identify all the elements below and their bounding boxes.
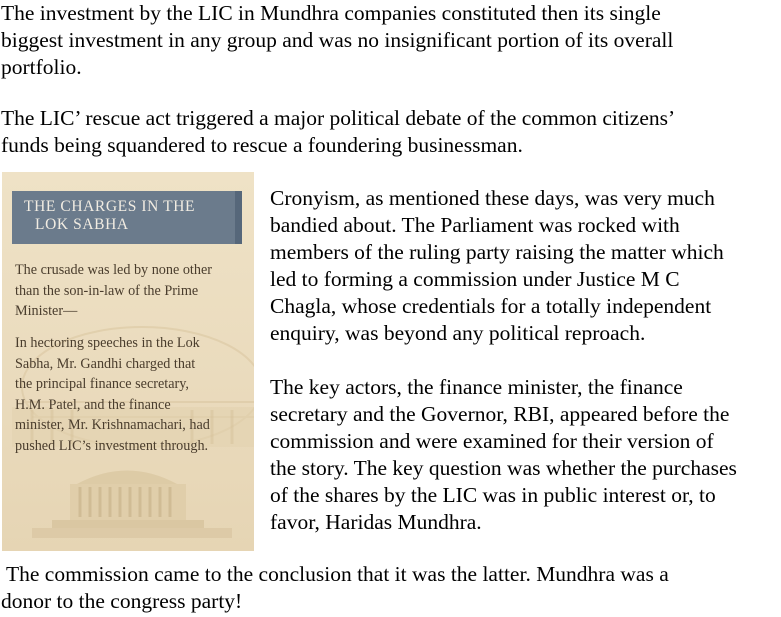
text-line: of the shares by the LIC was in public interest or, to xyxy=(270,483,716,507)
text-line: H.M. Patel, and the finance xyxy=(15,396,171,413)
inset-charges-lok-sabha xyxy=(2,172,254,551)
paragraph-cronyism xyxy=(270,185,724,347)
text-line: favor, Haridas Mundhra. xyxy=(270,510,482,534)
text-line: the story. The key question was whether the purchases xyxy=(270,456,737,480)
text-line: pushed LIC’s investment through. xyxy=(15,437,209,454)
text-line: The LIC’ rescue act triggered a major political debate of the common citizens’ xyxy=(1,106,676,130)
text-line: Minister— xyxy=(15,303,78,319)
text-line: The key actors, the finance minister, the finance xyxy=(270,375,683,399)
text-line: biggest investment in any group and was no insignificant portion of its overall xyxy=(1,28,674,52)
inset-heading-line: THE CHARGES IN THE xyxy=(24,198,196,215)
text-line: minister, Mr. Krishnamachari, had xyxy=(15,417,210,433)
paragraph-rescue-act xyxy=(1,105,675,159)
paragraph-lic-investment xyxy=(1,0,673,81)
text-line: donor to the congress party! xyxy=(1,589,243,613)
text-line: secretary and the Governor, RBI, appeared before the xyxy=(270,402,730,426)
text-line: than the son-in-law of the Prime xyxy=(15,282,199,299)
text-line: members of the ruling party raising the matter which xyxy=(270,240,724,264)
paragraph-key-actors xyxy=(270,374,737,536)
text-line: The crusade was led by none other xyxy=(15,262,212,278)
text-line: bandied about. The Parliament was rocked with xyxy=(270,213,680,237)
inset-header xyxy=(12,191,242,244)
text-line: funds being squandered to rescue a foundering businessman. xyxy=(1,133,523,157)
text-line: commission and were examined for their version of xyxy=(270,429,714,453)
text-line: the principal finance secretary, xyxy=(15,376,189,392)
inset-text-speeches xyxy=(15,333,210,456)
inset-text-crusade xyxy=(15,260,212,322)
text-line: The commission came to the conclusion that it was the latter. Mundhra was a xyxy=(1,562,669,586)
text-line: portfolio. xyxy=(1,55,82,79)
text-line: Chagla, whose credentials for a totally independent xyxy=(270,294,712,318)
text-line: Cronyism, as mentioned these days, was very much xyxy=(270,186,715,210)
text-line: Sabha, Mr. Gandhi charged that xyxy=(15,355,196,372)
text-line: led to forming a commission under Justice M C xyxy=(270,267,680,291)
text-line: enquiry, was beyond any political reproach. xyxy=(270,321,646,345)
text-line: The investment by the LIC in Mundhra companies constituted then its single xyxy=(1,1,661,25)
text-line: In hectoring speeches in the Lok xyxy=(15,335,200,351)
paragraph-conclusion xyxy=(1,561,669,615)
inset-heading-line: LOK SABHA xyxy=(35,216,129,233)
